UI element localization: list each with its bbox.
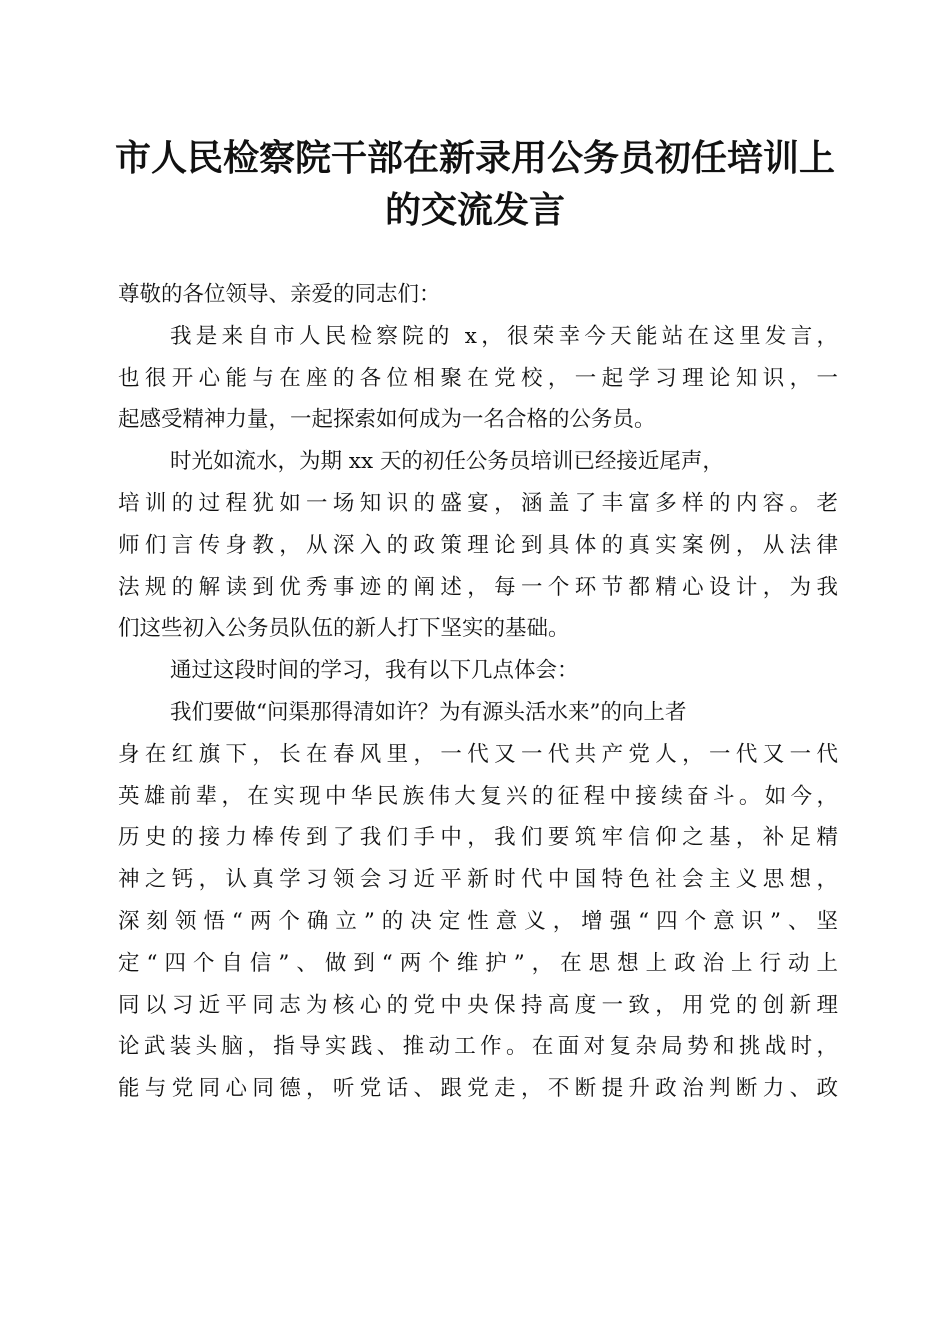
paragraph-line: 也很开心能与在座的各位相聚在党校，一起学习理论知识，一 — [118, 365, 838, 391]
paragraph-line: 深刻领悟“两个确立”的决定性意义，增强“四个意识”、坚 — [118, 908, 838, 934]
document-title — [110, 132, 840, 236]
paragraph-line: 同以习近平同志为核心的党中央保持高度一致，用党的创新理 — [118, 992, 838, 1018]
paragraph-line: 我们要做“问渠那得清如许？为有源头活水来”的向上者 — [170, 699, 687, 725]
paragraph-line: 历史的接力棒传到了我们手中，我们要筑牢信仰之基，补足精 — [118, 825, 838, 851]
paragraph-3 — [118, 650, 838, 692]
paragraph-line: 师们言传身教，从深入的政策理论到具体的真实案例，从法律 — [118, 532, 838, 558]
paragraph-4 — [118, 692, 838, 1110]
paragraph-line: 定“四个自信”、做到“两个维护”，在思想上政治上行动上 — [118, 950, 838, 976]
title-line-2: 的交流发言 — [384, 189, 565, 231]
paragraph-line: 通过这段时间的学习，我有以下几点体会： — [170, 658, 579, 684]
paragraph-line: 我是来自市人民检察院的 x，很荣幸今天能站在这里发言， — [170, 323, 838, 349]
paragraph-line: 们这些初入公务员队伍的新人打下坚实的基础。 — [118, 616, 570, 642]
paragraph-line: 起感受精神力量，一起探索如何成为一名合格的公务员。 — [118, 407, 656, 433]
paragraph-line: 神之钙，认真学习领会习近平新时代中国特色社会主义思想， — [118, 867, 838, 893]
salutation-line: 尊敬的各位领导、亲爱的同志们： — [118, 282, 441, 307]
paragraph-line: 培训的过程犹如一场知识的盛宴，涵盖了丰富多样的内容。老 — [118, 490, 838, 516]
paragraph-line: 法规的解读到优秀事迹的阐述，每一个环节都精心设计，为我 — [118, 574, 838, 600]
salutation — [118, 274, 838, 316]
paragraph-line: 身在红旗下，长在春风里，一代又一代共产党人，一代又一代 — [118, 741, 838, 767]
title-line-1: 市人民检察院干部在新录用公务员初任培训上 — [114, 137, 835, 179]
paragraph-line: 能与党同心同德，听党话、跟党走，不断提升政治判断力、政 — [118, 1076, 838, 1102]
paragraph-line: 英雄前辈，在实现中华民族伟大复兴的征程中接续奋斗。如今， — [118, 783, 838, 809]
paragraph-line: 论武装头脑，指导实践、推动工作。在面对复杂局势和挑战时， — [118, 1034, 838, 1060]
paragraph-line: 时光如流水，为期 xx 天的初任公务员培训已经接近尾声， — [170, 449, 724, 475]
paragraph-1 — [118, 316, 838, 441]
document-body — [118, 274, 838, 1110]
paragraph-2 — [118, 441, 838, 650]
